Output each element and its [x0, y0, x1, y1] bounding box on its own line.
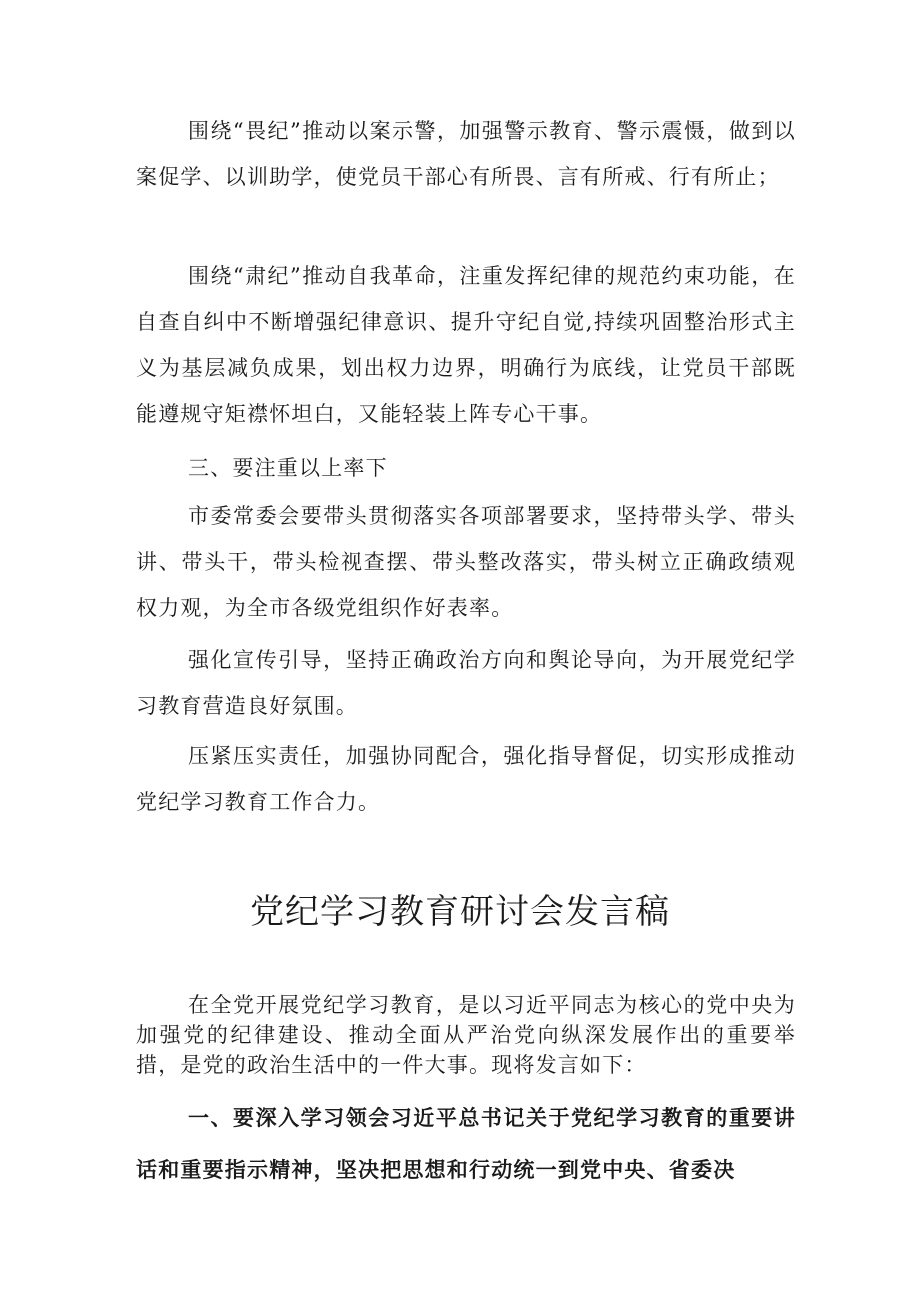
paragraph-responsibility: 压紧压实责任，加强协同配合，强化指导督促，切实形成推动党纪学习教育工作合力。: [136, 744, 796, 814]
paragraph-suji: 围绕“肃纪”推动自我革命，注重发挥纪律的规范约束功能，在自查自纠中不断增强纪律意识、提升守纪自觉,持续巩固整治形式主义为基层减负成果，划出权力边界，明确行为底线，让党员干部既能遵规守矩襟怀坦白，又能轻装上阵专心干事。: [136, 264, 796, 426]
paragraph-publicity: 强化宣传引导，坚持正确政治方向和舆论导向，为开展党纪学习教育营造良好氛围。: [136, 648, 796, 718]
section-heading-one: 一、要深入学习领会习近平总书记关于党纪学习教育的重要讲话和重要指示精神，坚决把思想和行动统一到党中央、省委决: [136, 1105, 796, 1182]
paragraph-weiji: 围绕“畏纪”推动以案示警，加强警示教育、警示震慑，做到以案促学、以训助学，使党员干部心有所畏、言有所戒、行有所止；: [136, 119, 796, 189]
document-title: 党纪学习教育研讨会发言稿: [250, 892, 670, 932]
paragraph-standing-committee: 市委常委会要带头贯彻落实各项部署要求，坚持带头学、带头讲、带头干，带头检视查摆、带头整改落实，带头树立正确政绩观权力观，为全市各级党组织作好表率。: [136, 504, 796, 620]
section-heading-three: 三、要注重以上率下: [188, 456, 388, 480]
intro-paragraph: 在全党开展党纪学习教育，是以习近平同志为核心的党中央为加强党的纪律建设、推动全面从严治党向纵深发展作出的重要举措，是党的政治生活中的一件大事。现将发言如下：: [136, 993, 796, 1077]
